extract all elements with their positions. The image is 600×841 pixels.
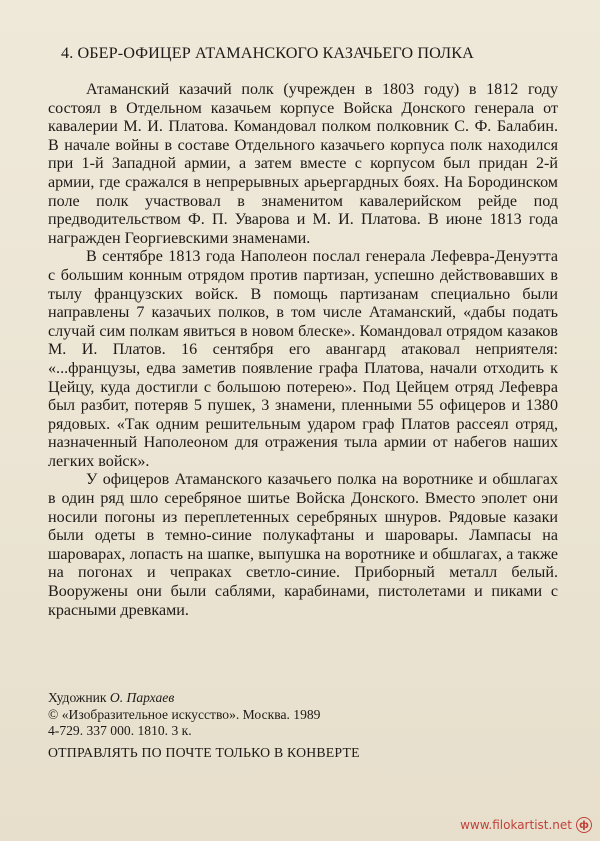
watermark <box>460 817 592 833</box>
credits <box>48 690 558 740</box>
paragraph-history: Атаманский казачий полк (учрежден в 1803 году) в 1812 году состоял в Отдельном казачьем корпусе Войска Донского генерала от кавалерии М. И. Платова. Командовал полком полковник С. Ф. Балабин. В начале войны в составе Отдельного казачьего корпуса полк находился при 1-й Западной армии, а затем вместе с корпусом был придан 2-й армии, где сражался в непрерывных арьергардных боях. На Бородинском поле полк участвовал в знаменитом кавалерийском рейде под предводительством Ф. П. Уварова и М. И. Платова. В июне 1813 года награжден Георгиевскими знаменами. <box>48 81 558 247</box>
print-info-line: 4-729. 337 000. 1810. 3 к. <box>48 723 192 739</box>
paragraph-uniform: У офицеров Атаманского казачьего полка на воротнике и обшлагах в один ряд шло серебряное шитье Войска Донского. Вместо эполет они носили погоны из переплетенных серебряных шнуров. Рядовые казаки были одеты в темно-синие полукафтаны и шаровары. Лампасы на шароварах, лопасть на шапке, выпушка на воротнике и обшлагах, а также на погонах и чепраках светло-синие. Приборный металл белый. Вооружены они были саблями, карабинами, пистолетами и пиками с красными древками. <box>48 471 558 619</box>
text-block <box>48 44 558 620</box>
paragraph-campaign-1813: В сентябре 1813 года Наполеон послал генерала Лефевра-Денуэтта с большим конным отрядом против партизан, успешно действовавших в тылу французских войск. В помощь партизанам специально были направлены 7 казачьих полков, в том числе Атаманский, «дабы подать случай сим полкам явиться в новом блеске». Командовал отрядом казаков М. И. Платов. 16 сентября его авангард атаковал неприятеля: «...французы, едва заметив появление графа Платова, начали отходить к Цейцу, куда достигли с большою потерею». Под Цейцем отряд Лефевра был разбит, потеряв 5 пушек, 3 знамени, пленными 55 офицеров и 1380 рядовых. «Так одним решительным ударом граф Платов рассеял отряд, назначенный Наполеоном для отражения тыла армии от набегов наших легких войск». <box>48 248 558 470</box>
artist-line <box>48 690 558 707</box>
page-title: 4. ОБЕР-ОФИЦЕР АТАМАНСКОГО КАЗАЧЬЕГО ПОЛКА <box>61 44 474 62</box>
copyright-line: © «Изобразительное искусство». Москва. 1989 <box>48 706 321 722</box>
artist-label: Художник <box>48 690 107 705</box>
watermark-logo-icon: ф <box>576 817 592 833</box>
watermark-url: www.filokartist.net <box>460 818 572 832</box>
artist-name: О. Пархаев <box>109 690 175 705</box>
mailing-notice: ОТПРАВЛЯТЬ ПО ПОЧТЕ ТОЛЬКО В КОНВЕРТЕ <box>48 745 360 760</box>
